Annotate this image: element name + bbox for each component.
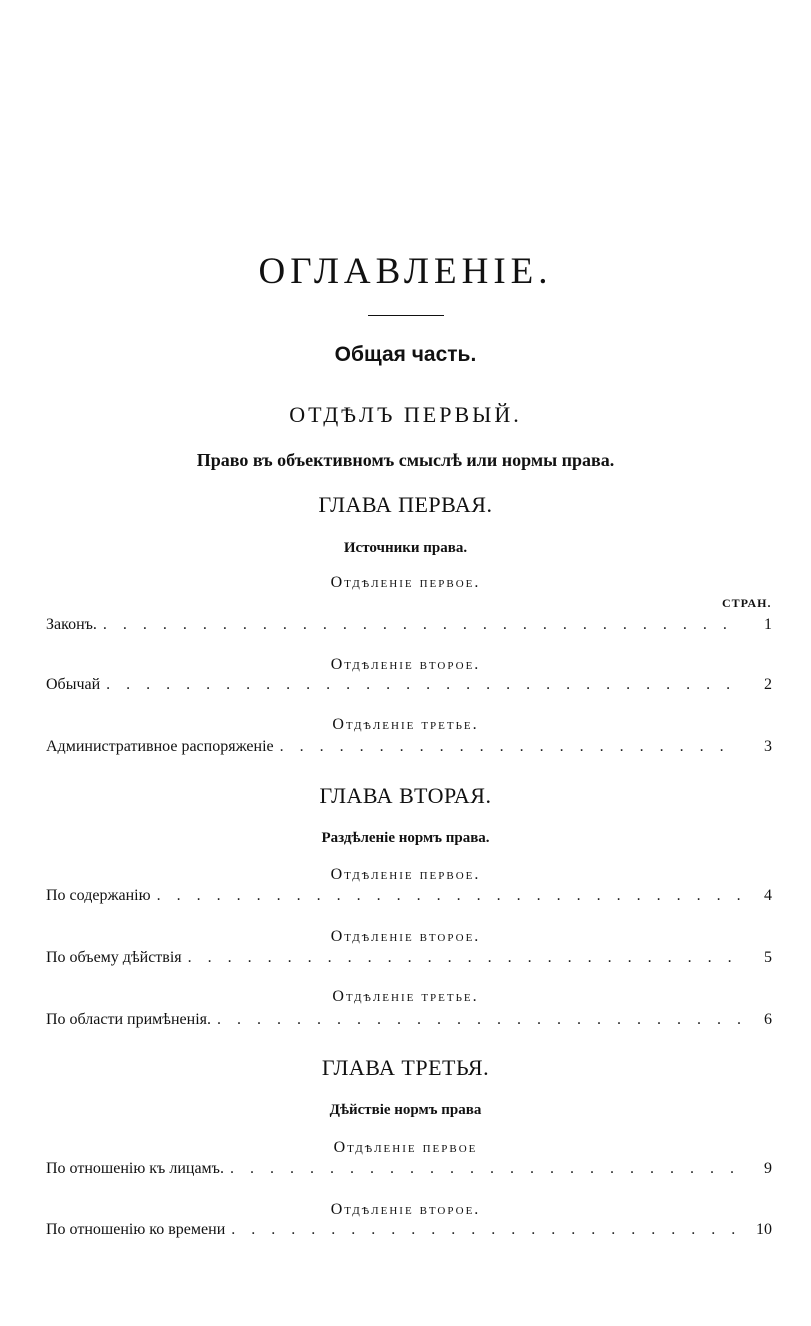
toc-entry-custom[interactable] bbox=[46, 676, 772, 694]
dot-leader bbox=[106, 676, 740, 694]
dot-leader bbox=[231, 1221, 740, 1239]
toc-entry-page: 9 bbox=[764, 1160, 772, 1177]
toc-entry-label: Законъ. bbox=[46, 616, 97, 633]
chapter-2-division-1: Отдѣленіе первое. bbox=[330, 866, 481, 883]
title-rule bbox=[368, 315, 444, 316]
dot-leader bbox=[230, 1160, 740, 1178]
dot-leader bbox=[188, 949, 740, 967]
toc-entry-label: По отношенію ко времени bbox=[46, 1221, 226, 1238]
chapter-3-heading: ГЛАВА ТРЕТЬЯ. bbox=[321, 1055, 490, 1080]
toc-entry-page: 10 bbox=[756, 1221, 772, 1238]
chapter-1-division-3: Отдѣленіе третье. bbox=[332, 716, 479, 733]
chapter-1-subtitle: Источники права. bbox=[343, 540, 468, 556]
toc-entry-by-persons[interactable] bbox=[46, 1160, 772, 1178]
page-column-header: СТРАН. bbox=[722, 596, 772, 610]
chapter-3-subtitle: Дѣйствіе нормъ права bbox=[329, 1102, 482, 1118]
toc-entry-label: По объему дѣйствія bbox=[46, 949, 182, 966]
chapter-1-division-1: Отдѣленіе первое. bbox=[330, 574, 481, 591]
chapter-2-heading: ГЛАВА ВТОРАЯ. bbox=[319, 783, 492, 808]
toc-entry-page: 5 bbox=[764, 949, 772, 966]
part-heading: Общая часть. bbox=[334, 343, 477, 366]
toc-entry-label: Обычай bbox=[46, 676, 101, 693]
toc-entry-label: Административное распоряженіе bbox=[46, 738, 274, 755]
chapter-2-division-2: Отдѣленіе второе. bbox=[330, 928, 481, 945]
page-title: ОГЛАВЛЕНІЕ. bbox=[258, 251, 553, 292]
toc-entry-law[interactable] bbox=[46, 616, 772, 634]
toc-entry-by-application[interactable] bbox=[46, 1011, 772, 1029]
chapter-3-division-2: Отдѣленіе второе. bbox=[330, 1201, 481, 1218]
toc-entry-page: 3 bbox=[764, 738, 772, 755]
toc-entry-page: 2 bbox=[764, 676, 772, 693]
section-subtitle: Право въ объективномъ смыслѣ или нормы права. bbox=[196, 450, 615, 470]
toc-entry-label: По отношенію къ лицамъ. bbox=[46, 1160, 224, 1177]
dot-leader bbox=[280, 738, 740, 756]
section-heading: ОТДѢЛЪ ПЕРВЫЙ. bbox=[289, 402, 522, 427]
dot-leader bbox=[157, 887, 740, 905]
toc-entry-by-content[interactable] bbox=[46, 887, 772, 905]
dot-leader bbox=[217, 1011, 740, 1029]
chapter-2-subtitle: Раздѣленіе нормъ права. bbox=[321, 830, 490, 846]
dot-leader bbox=[103, 616, 740, 634]
toc-entry-page: 1 bbox=[764, 616, 772, 633]
toc-entry-by-time[interactable] bbox=[46, 1221, 772, 1239]
toc-entry-label: По содержанію bbox=[46, 887, 151, 904]
toc-entry-label: По области примѣненія. bbox=[46, 1011, 212, 1028]
chapter-2-division-3: Отдѣленіе третье. bbox=[332, 988, 479, 1005]
toc-entry-by-scope[interactable] bbox=[46, 949, 772, 967]
chapter-3-division-1: Отдѣленіе первое bbox=[333, 1139, 478, 1156]
toc-entry-page: 6 bbox=[764, 1011, 772, 1028]
chapter-1-heading: ГЛАВА ПЕРВАЯ. bbox=[318, 492, 493, 517]
toc-entry-administrative-order[interactable] bbox=[46, 738, 772, 756]
toc-entry-page: 4 bbox=[764, 887, 772, 904]
chapter-1-division-2: Отдѣленіе второе. bbox=[330, 656, 481, 673]
